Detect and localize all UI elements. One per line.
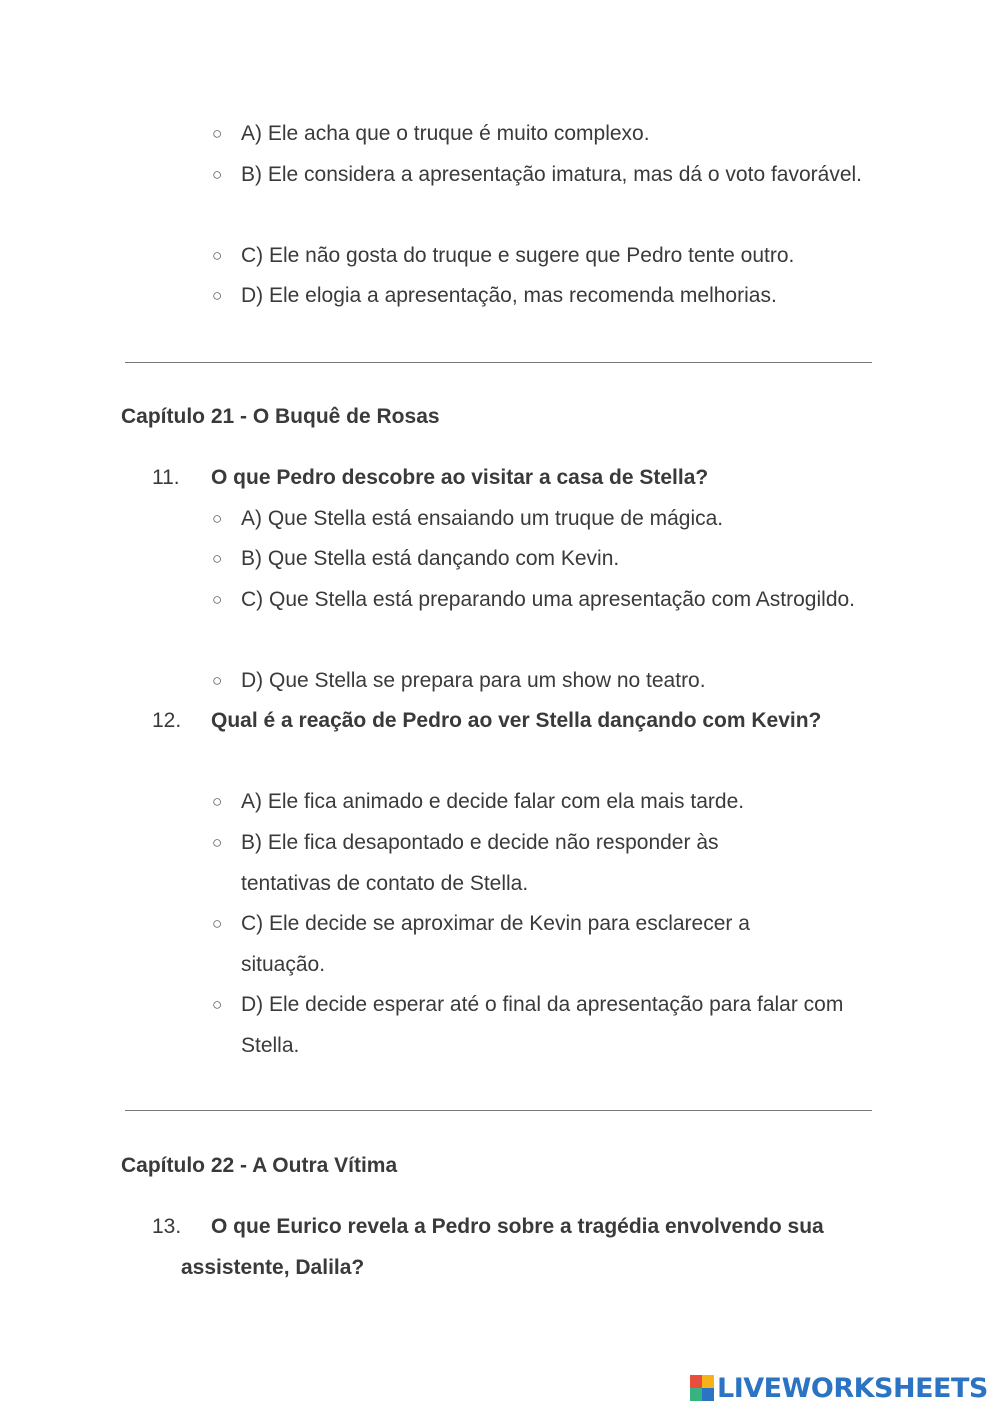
option-bullet-icon: ○: [212, 833, 223, 852]
option-bullet-icon: ○: [212, 995, 223, 1014]
option-bullet-icon: ○: [212, 246, 223, 265]
question-13: [152, 1207, 862, 1288]
q11-option-d[interactable]: ○ D) Que Stella se prepara para um show no teatro.: [212, 661, 872, 702]
option-bullet-icon: ○: [212, 124, 223, 143]
option-prev-c[interactable]: ○ C) Ele não gosta do truque e sugere que Pedro tente outro.: [212, 236, 872, 277]
q12-option-a[interactable]: ○ A) Ele fica animado e decide falar com ela mais tarde.: [212, 782, 872, 823]
option-bullet-icon: ○: [212, 509, 223, 528]
option-bullet-icon: ○: [212, 549, 223, 568]
option-bullet-icon: ○: [212, 671, 223, 690]
question-12: [152, 701, 822, 742]
option-bullet-icon: ○: [212, 590, 223, 609]
logo-text: LIVEWORKSHEETS: [717, 1372, 988, 1404]
question-text: O que Eurico revela a Pedro sobre a tragédia envolvendo sua assistente, Dalila?: [181, 1215, 824, 1279]
section-divider: [125, 362, 872, 363]
option-bullet-icon: ○: [212, 165, 223, 184]
option-bullet-icon: ○: [212, 914, 223, 933]
q12-option-c[interactable]: ○ C) Ele decide se aproximar de Kevin para esclarecer a situação.: [212, 904, 832, 985]
question-11: [152, 458, 852, 499]
q12-option-d[interactable]: ○ D) Ele decide esperar até o final da apresentação para falar com Stella.: [212, 985, 872, 1066]
liveworksheets-mark-icon: [690, 1375, 714, 1401]
q11-option-c[interactable]: ○ C) Que Stella está preparando uma apresentação com Astrogildo.: [212, 580, 872, 621]
question-text: Qual é a reação de Pedro ao ver Stella dançando com Kevin?: [211, 709, 822, 732]
q12-option-b[interactable]: ○ B) Ele fica desapontado e decide não responder às tentativas de contato de Stella.: [212, 823, 812, 904]
question-text: O que Pedro descobre ao visitar a casa de Stella?: [211, 466, 709, 489]
chapter-22-title: Capítulo 22 - A Outra Vítima: [121, 1154, 398, 1177]
option-bullet-icon: ○: [212, 286, 223, 305]
q11-option-a[interactable]: ○ A) Que Stella está ensaiando um truque de mágica.: [212, 499, 872, 540]
chapter-21-title: Capítulo 21 - O Buquê de Rosas: [121, 405, 440, 428]
liveworksheets-logo: [690, 1372, 988, 1404]
q11-option-b[interactable]: ○ B) Que Stella está dançando com Kevin.: [212, 539, 872, 580]
option-prev-d[interactable]: ○ D) Ele elogia a apresentação, mas recomenda melhorias.: [212, 276, 872, 317]
option-prev-b[interactable]: ○ B) Ele considera a apresentação imatura, mas dá o voto favorável.: [212, 155, 872, 196]
question-number: 12.: [152, 709, 182, 732]
question-number: 11.: [152, 466, 180, 489]
section-divider: [125, 1110, 872, 1111]
question-number: 13.: [152, 1215, 182, 1238]
option-bullet-icon: ○: [212, 792, 223, 811]
option-prev-a[interactable]: ○ A) Ele acha que o truque é muito complexo.: [212, 114, 872, 155]
